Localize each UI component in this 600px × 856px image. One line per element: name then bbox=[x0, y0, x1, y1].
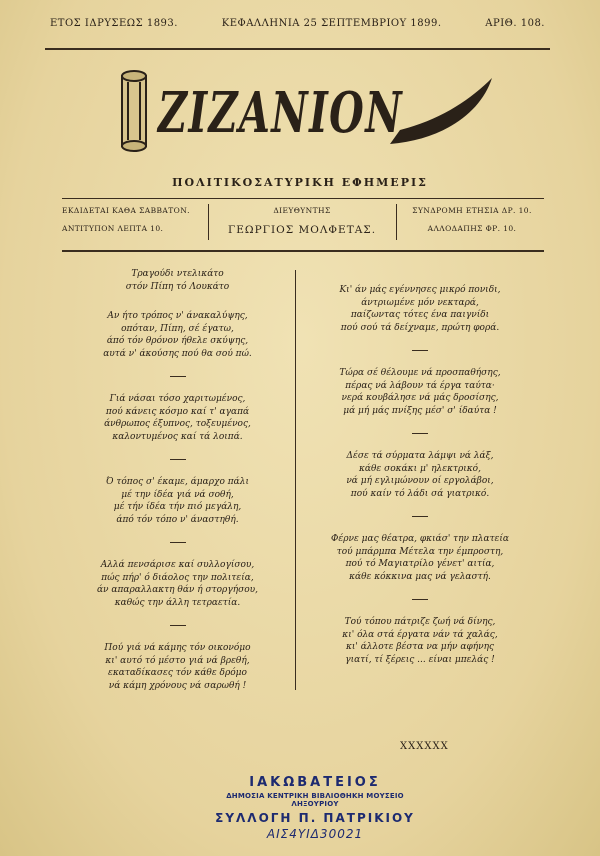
stamp-line-2: ΔΗΜΟΣΙΑ ΚΕΝΤΡΙΚΗ ΒΙΒΛΙΟΘΗΚΗ ΜΟΥΣΕΙΟ ΛΗΞΟΥΡΙΟΥ bbox=[226, 792, 404, 808]
verse-line: μέ την ίδέα γιά νά σοθή, bbox=[121, 489, 234, 500]
scroll-icon bbox=[122, 71, 146, 151]
masthead-title: ΖΙΖΑΝΙΟΝ bbox=[156, 80, 403, 146]
place-date: ΚΕΦΑΛΛΗΝΙΑ 25 ΣΕΠΤΕΜΒΡΙΟΥ 1899. bbox=[221, 18, 442, 29]
stanza bbox=[70, 393, 285, 443]
verse-line: τού μπάρμπα Μέτελα την έμπροστη, bbox=[336, 546, 504, 557]
verse-line: παίζωντας τότες ένα παιγνίδι bbox=[350, 310, 490, 320]
verse-line: κάθε σοκάκι μ' ηλεκτρικό, bbox=[359, 463, 481, 474]
stanza-separator bbox=[412, 599, 428, 600]
verse-line: νερά κουβάλησε νά μάς δροσίσης, bbox=[341, 393, 499, 403]
verse-line: καθώς την άλλη τετραετία. bbox=[114, 597, 241, 608]
stamp-line-1: ΙΑΚΩΒΑΤΕΙΟΣ bbox=[249, 775, 381, 790]
end-mark: XXXXXX bbox=[400, 741, 449, 752]
verse-line: άπό τόν θρόνον ήθελε σκύψης, bbox=[106, 336, 249, 346]
verse-line: Ό τόπος σ' έκαμε, άμαρχο πάλι bbox=[106, 477, 249, 487]
stanza bbox=[310, 616, 530, 666]
editor-label: ΔΙΕΥΘΥΝΤΗΣ bbox=[273, 206, 331, 215]
column-divider bbox=[295, 270, 296, 690]
stamp-line-3: ΣΥΛΛΟΓΗ Π. ΠΑΤΡΙΚΙΟΥ bbox=[215, 811, 415, 825]
masthead bbox=[100, 60, 500, 160]
stanza-separator bbox=[412, 433, 428, 434]
verse-line: Δέσε τά σύρματα λάμψι νά λάξ, bbox=[346, 451, 494, 461]
verse-line: οπόταν, Πίπη, σέ έγατω, bbox=[121, 323, 234, 334]
verse-line: γιατί, τί ξέρεις ... είναι μπελάς ! bbox=[345, 654, 495, 665]
poem-title bbox=[70, 268, 285, 294]
stanza-separator bbox=[170, 625, 186, 626]
verse-line: νά κάμη χρόνους νά σαρωθή ! bbox=[108, 680, 247, 691]
info-divider-2 bbox=[396, 204, 397, 240]
info-center bbox=[212, 206, 392, 245]
copy-price: ΑΝΤΙΤΥΠΟΝ ΛΕΠΤΑ 10. bbox=[62, 224, 164, 233]
stanza-separator bbox=[170, 542, 186, 543]
info-divider-1 bbox=[208, 204, 209, 240]
verse-line: άν απαραλλακτη θάν ή στοργήσου, bbox=[96, 585, 259, 595]
founding-year: ΕΤΟΣ ΙΔΡΥΣΕΩΣ 1893. bbox=[50, 18, 178, 29]
stanza-separator bbox=[412, 516, 428, 517]
info-right bbox=[402, 206, 542, 242]
verse-line: μέ τήν ίδέα τήν πιό μεγάλη, bbox=[113, 502, 242, 512]
masthead-logo bbox=[100, 60, 500, 160]
poem-title-line-1: Τραγούδι ντελικάτο bbox=[131, 269, 224, 279]
header-line bbox=[50, 18, 545, 29]
verse-line: Κι' άν μάς εγέννησες μικρό πονιδι, bbox=[339, 285, 501, 295]
verse-line: νά μή εγλιμώνουν οί εργολάβοι, bbox=[346, 476, 494, 486]
verse-line: Φέρνε μας θέατρα, φκιάσ' την πλατεία bbox=[331, 534, 509, 544]
info-left bbox=[62, 206, 202, 242]
issue-number: ΑΡΙΘ. 108. bbox=[485, 18, 545, 29]
poem-title-line-2: στόν Πίπη τό Λουκάτο bbox=[125, 282, 230, 292]
verse-line: Τώρα σέ θέλουμε νά προσπαθήσης, bbox=[339, 368, 501, 378]
verse-line: αυτά ν' άκούσης πού θα σού πώ. bbox=[103, 348, 252, 359]
stanza bbox=[70, 559, 285, 609]
stanza bbox=[310, 367, 530, 417]
verse-line: κάθε κόκκινα μας νά γελαστή. bbox=[349, 571, 491, 582]
flourish-icon bbox=[390, 78, 492, 144]
verse-line: πώς πήρ' ό διάολος την πολιτεία, bbox=[101, 572, 254, 583]
editor-name: ΓΕΩΡΓΙΟΣ ΜΟΛΦΕΤΑΣ. bbox=[227, 224, 377, 236]
verse-line: πού κάνεις κόσμο καί τ' αγαπά bbox=[105, 406, 250, 417]
verse-line: μά μή μάς πνίξης μέσ' σ' ίδαύτα ! bbox=[343, 405, 497, 416]
top-rule bbox=[45, 48, 550, 50]
verse-line: Αλλά πενσάρισε καί συλλογίσου, bbox=[100, 560, 255, 570]
subtitle: ΠΟΛΙΤΙΚΟΣΑΤΥΡΙΚΗ ΕΦΗΜΕΡΙΣ bbox=[172, 176, 428, 189]
publication-schedule: ΕΚΔΙΔΕΤΑΙ ΚΑΘΑ ΣΑΒΒΑΤΟΝ. bbox=[62, 206, 190, 215]
foreign-subscription: ΑΛΛΟΔΑΠΗΣ ΦΡ. 10. bbox=[427, 224, 517, 233]
stamp-line-4: ΑΙΣ4ΥΙΔ30021 bbox=[266, 827, 364, 841]
verse-line: άντριωμένε μόν νεκταρά, bbox=[361, 297, 479, 308]
verse-line: κι' αυτό τό μέστο γιά νά βρεθή, bbox=[105, 655, 250, 666]
stanza bbox=[310, 450, 530, 500]
stanza-separator bbox=[170, 376, 186, 377]
stanza bbox=[70, 642, 285, 692]
verse-line: Τού τόπου πάτριζε ζωή νά δίνης, bbox=[344, 617, 496, 627]
stanza bbox=[70, 310, 285, 360]
library-stamp bbox=[215, 775, 415, 841]
verse-line: άνθρωπος έξυπνος, τοξευμένος, bbox=[104, 419, 251, 429]
stanza bbox=[70, 476, 285, 526]
verse-line: εκαταδίκασες τόν κάθε δρόμο bbox=[108, 668, 247, 678]
verse-line: καλοντυμένος καί τά λοιπά. bbox=[112, 431, 243, 442]
stanza bbox=[310, 533, 530, 583]
verse-line: Γιά νάσαι τόσο χαριτωμένος, bbox=[109, 394, 246, 404]
info-row bbox=[62, 206, 542, 246]
verse-line: πέρας νά λάβουν τά έργα ταύτα· bbox=[345, 380, 495, 391]
verse-line: πού τό Μαγιατρίλο γένετ' αιτία, bbox=[345, 559, 495, 569]
stanza-separator bbox=[170, 459, 186, 460]
verse-line: άπό τόν τόπο ν' άναστηθή. bbox=[116, 514, 239, 525]
left-column bbox=[70, 268, 285, 692]
verse-line: Πού γιά νά κάμης τόν οικονόμο bbox=[104, 643, 251, 653]
verse-line: κι' άλλοτε βέστα να μήν αφήνης bbox=[345, 642, 495, 652]
right-column bbox=[310, 284, 530, 666]
stanza bbox=[310, 284, 530, 334]
info-bottom-rule bbox=[62, 250, 544, 252]
verse-line: πού σού τά δείχναμε, πρώτη φορά. bbox=[340, 322, 500, 333]
stanza-separator bbox=[412, 350, 428, 351]
info-top-rule bbox=[62, 198, 544, 199]
verse-line: πού καίν τό λάδι σά γιατρικό. bbox=[350, 488, 490, 499]
verse-line: Αν ήτο τρόπος ν' άνακαλύψης, bbox=[107, 311, 248, 321]
verse-line: κι' όλα στά έργατα νάν τά χαλάς, bbox=[342, 629, 498, 640]
annual-subscription: ΣΥΝΔΡΟΜΗ ΕΤΗΣΙΑ ΔΡ. 10. bbox=[412, 206, 532, 215]
